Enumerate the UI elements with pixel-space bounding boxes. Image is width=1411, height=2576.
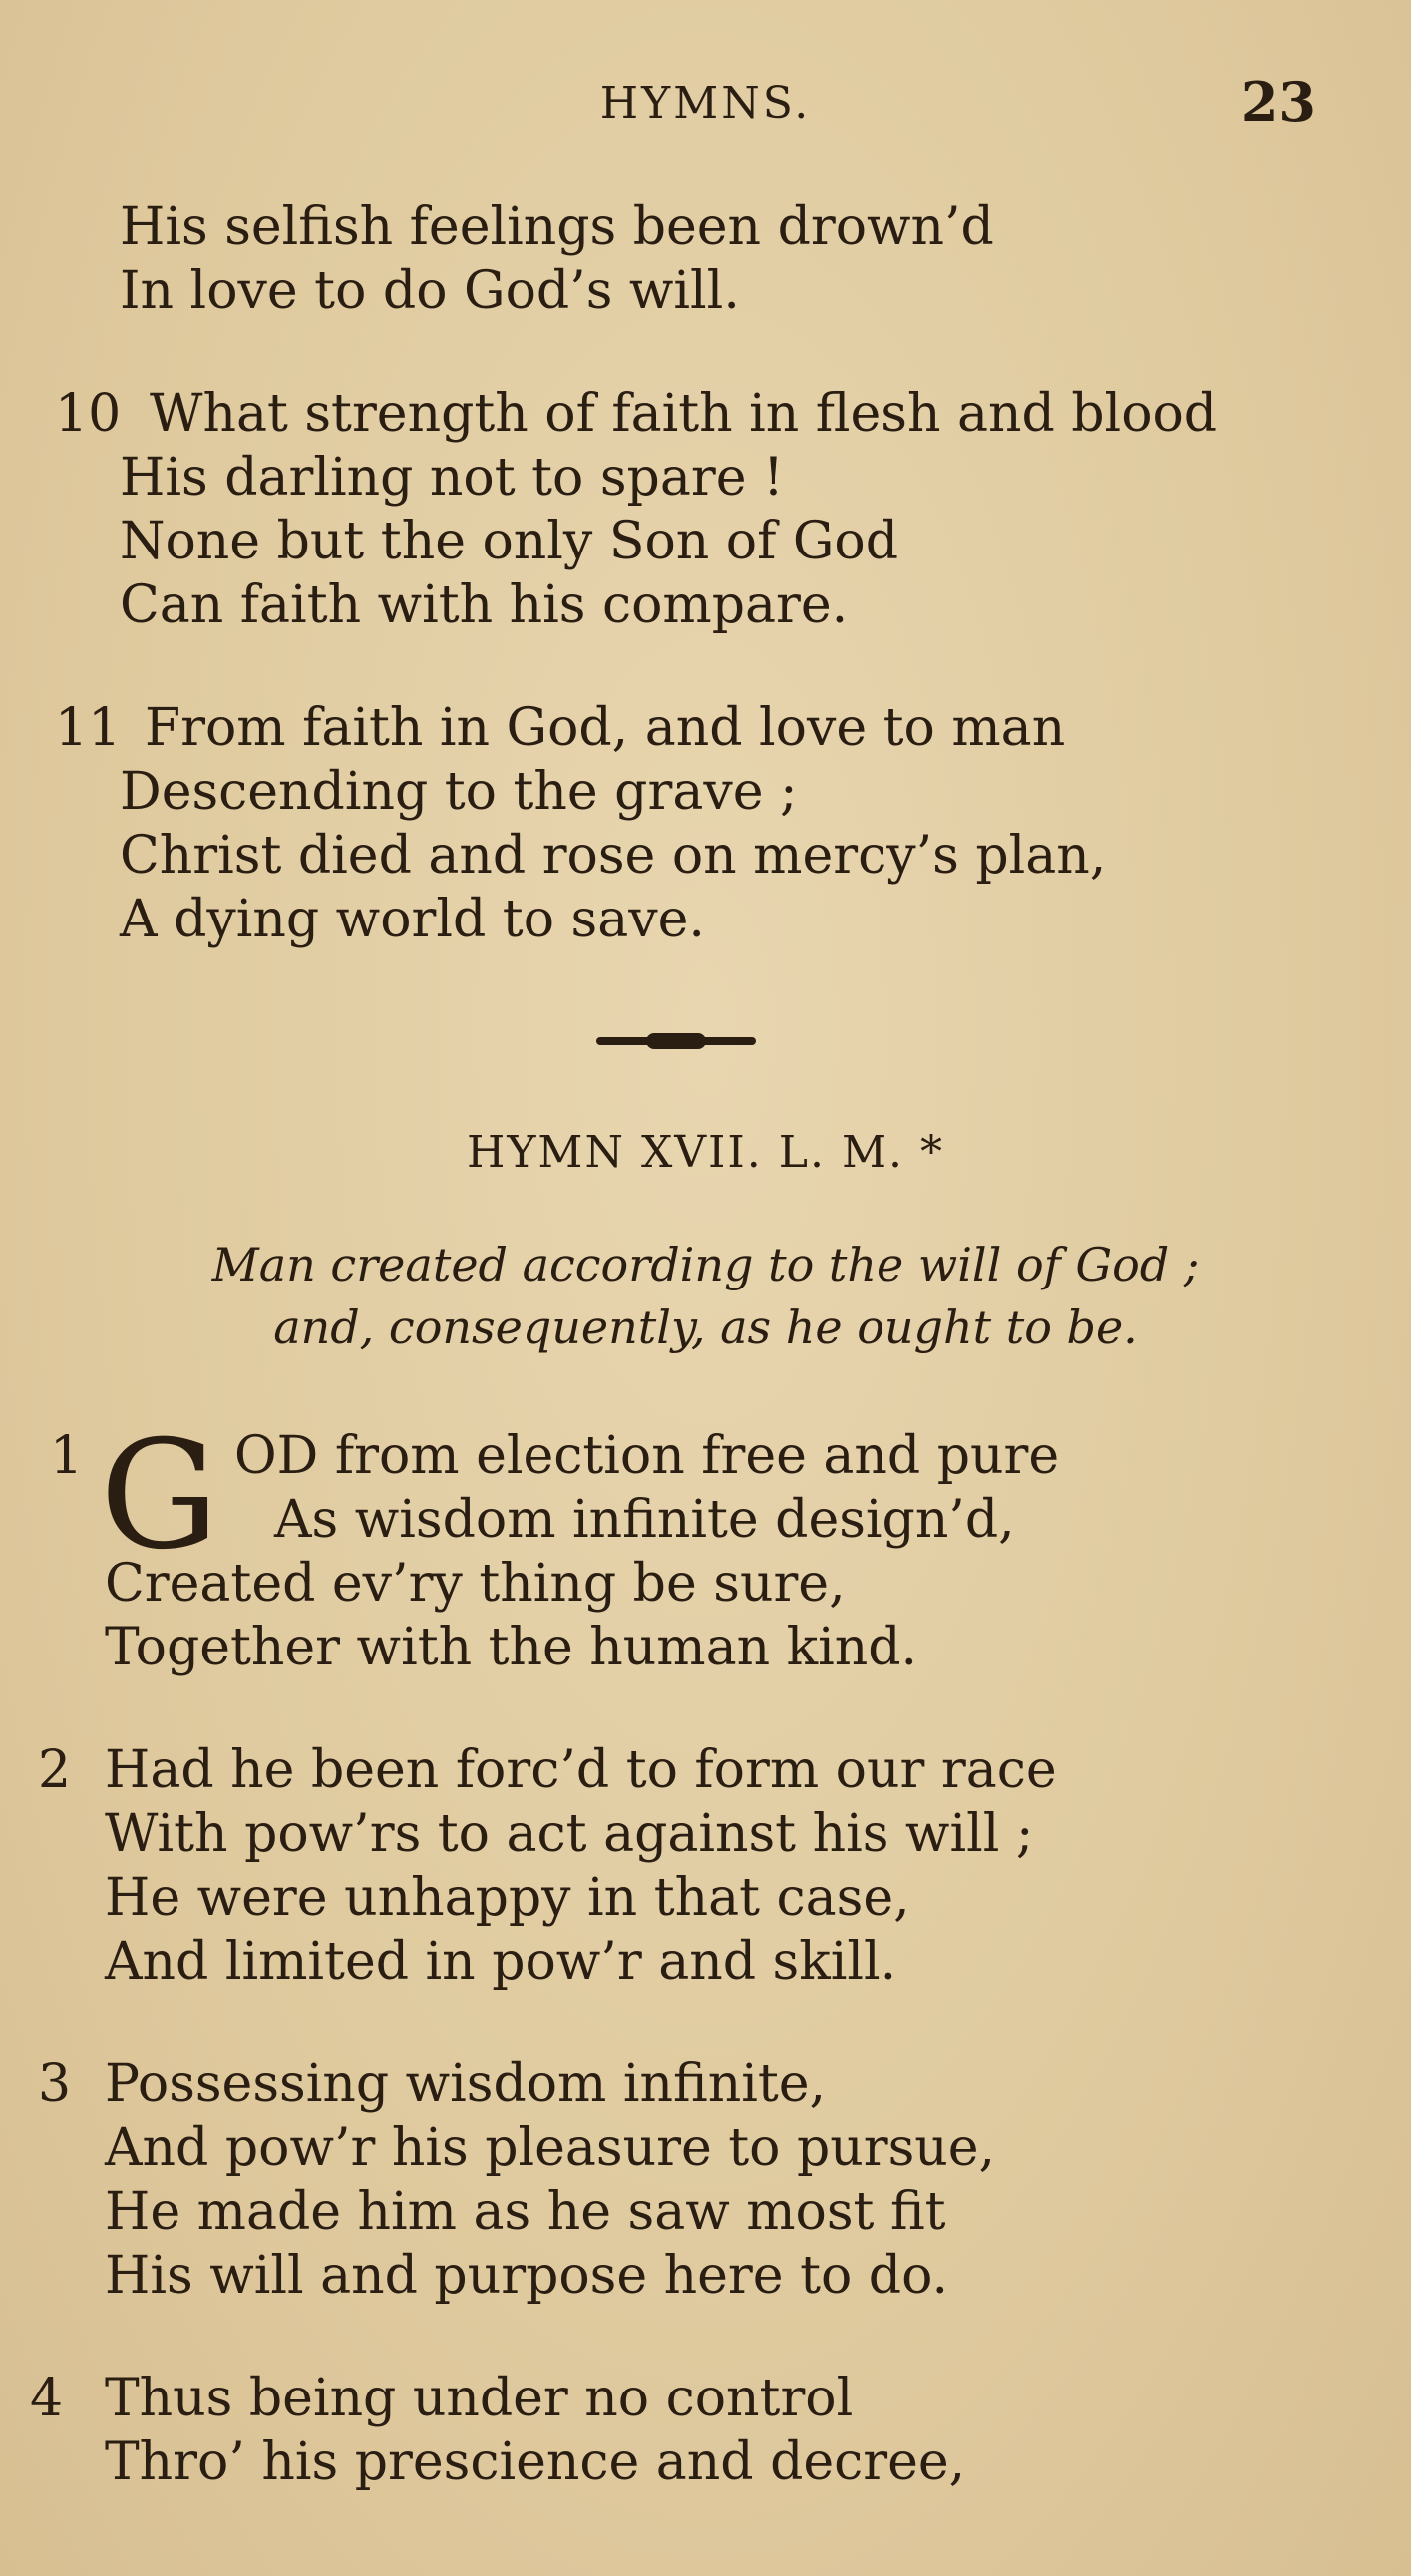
verse-line: What strength of faith in flesh and blood bbox=[150, 384, 1218, 444]
verse-line: With pow’rs to act against his will ; bbox=[105, 1804, 1034, 1864]
hymn-subtitle: and, consequently, as he ought to be. bbox=[273, 1300, 1138, 1354]
verse-line: His darling not to spare ! bbox=[120, 448, 784, 508]
verse-line: His will and purpose here to do. bbox=[105, 2246, 949, 2306]
verse-number: 1 bbox=[50, 1426, 84, 1486]
verse-line: Created ev’ry thing be sure, bbox=[105, 1554, 846, 1614]
hymn-title: HYMN XVII. L. M. * bbox=[466, 1127, 944, 1178]
verse-line: A dying world to save. bbox=[120, 890, 705, 949]
running-header: HYMNS. bbox=[599, 78, 812, 129]
verse-number: 10 bbox=[55, 384, 122, 444]
drop-cap: G bbox=[100, 1409, 219, 1583]
verse-line: Thro’ his prescience and decree, bbox=[105, 2432, 966, 2492]
verse-line: None but the only Son of God bbox=[120, 512, 898, 571]
verse-number: 4 bbox=[30, 2369, 64, 2428]
verse-line: And pow’r his pleasure to pursue, bbox=[105, 2118, 996, 2178]
verse-line: Christ died and rose on mercy’s plan, bbox=[120, 826, 1107, 886]
verse-line: Together with the human kind. bbox=[105, 1618, 918, 1677]
verse-line: OD from election free and pure bbox=[234, 1426, 1060, 1486]
verse-line: Had he been forc’d to form our race bbox=[105, 1740, 1057, 1800]
verse-line: Can faith with his compare. bbox=[120, 575, 849, 635]
divider-ornament bbox=[596, 1037, 756, 1045]
page-number: 23 bbox=[1240, 70, 1316, 134]
verse-line: Possessing wisdom infinite, bbox=[105, 2054, 827, 2114]
verse-line: Thus being under no control bbox=[105, 2369, 854, 2428]
verse-line: He made him as he saw most fit bbox=[105, 2182, 946, 2242]
verse-number: 3 bbox=[38, 2054, 72, 2114]
verse-line: In love to do God’s will. bbox=[120, 261, 740, 321]
verse-number: 2 bbox=[38, 1740, 72, 1800]
verse-line: His selfish feelings been drown’d bbox=[120, 197, 994, 257]
verse-line: And limited in pow’r and skill. bbox=[105, 1932, 897, 1992]
verse-line: He were unhappy in that case, bbox=[105, 1868, 910, 1928]
verse-line: From faith in God, and love to man bbox=[145, 698, 1066, 758]
verse-number: 11 bbox=[55, 698, 122, 758]
verse-line: Descending to the grave ; bbox=[120, 762, 798, 822]
hymn-subtitle: Man created according to the will of God ; bbox=[211, 1238, 1200, 1291]
verse-line: As wisdom infinite design’d, bbox=[274, 1490, 1015, 1550]
